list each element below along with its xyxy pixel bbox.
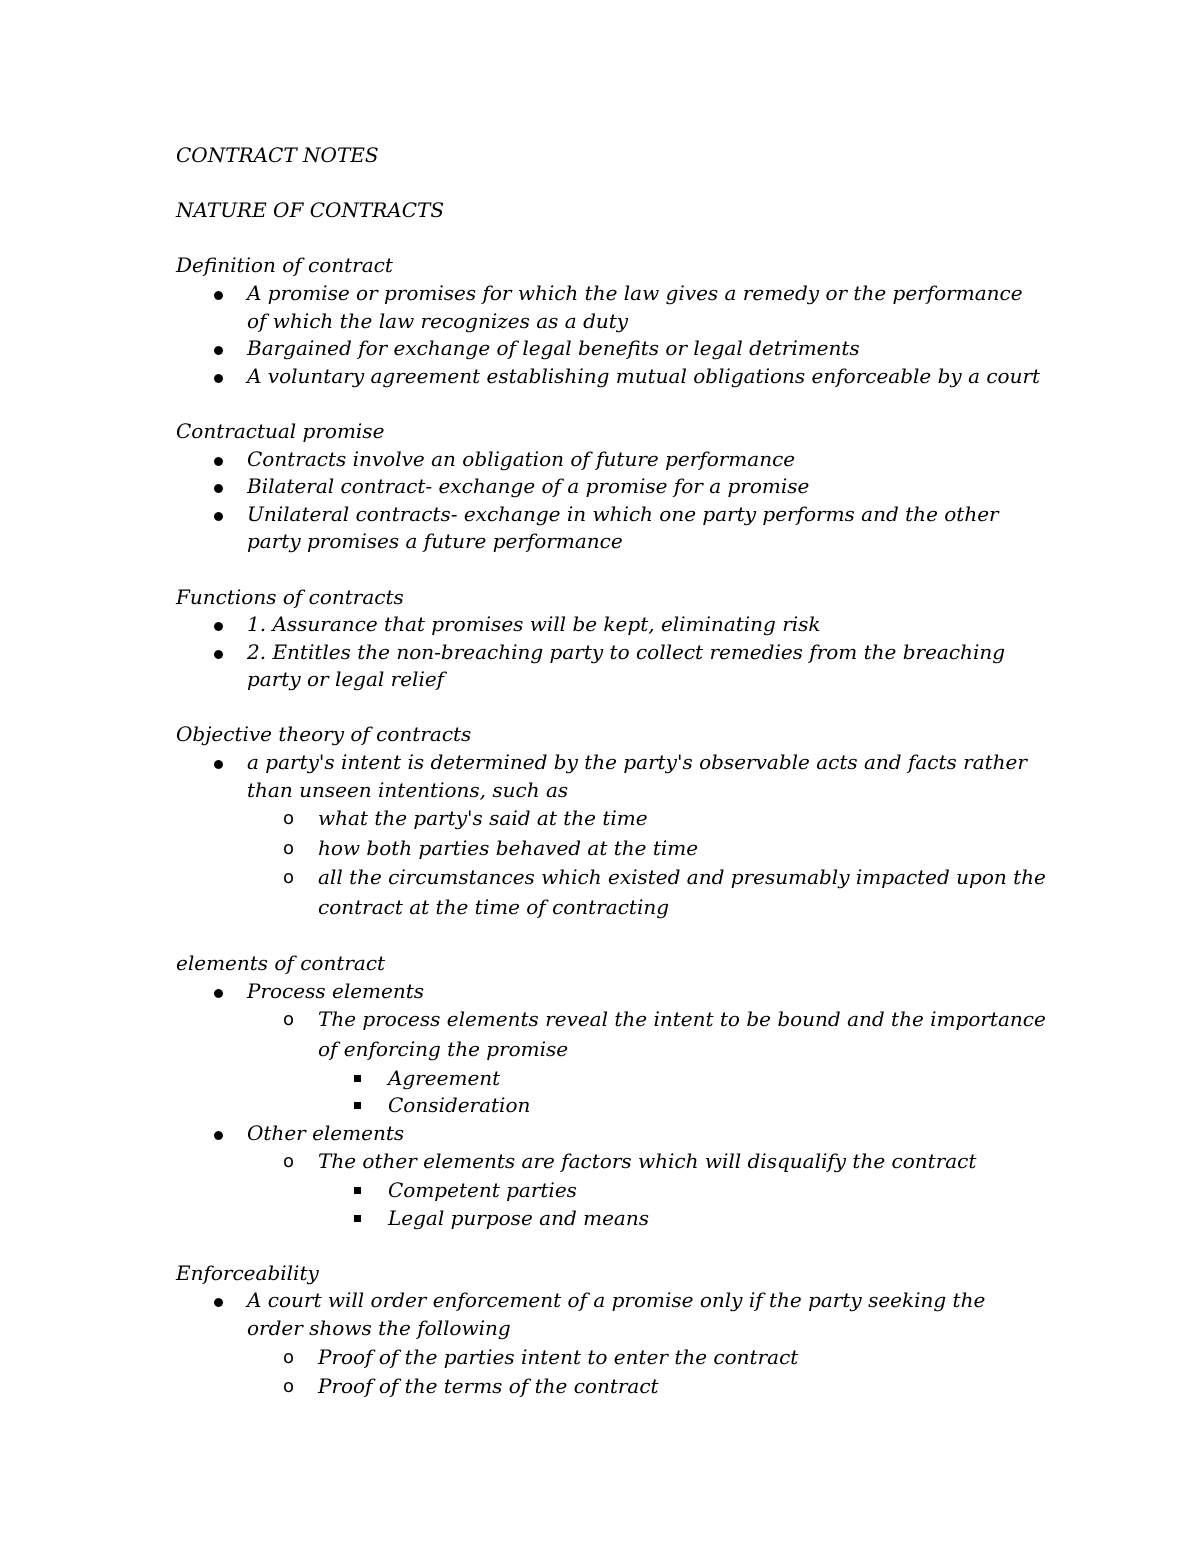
objective-section: [176, 721, 1046, 922]
square-bullet-icon: [354, 1075, 361, 1082]
section-title: NATURE OF CONTRACTS: [176, 198, 445, 223]
list-item: Consideration: [176, 1092, 1046, 1120]
list-item: Contracts involve an obligation of future performance: [176, 446, 1046, 474]
circle-bullet-icon: o: [283, 1009, 295, 1031]
bullet-icon: [214, 457, 223, 466]
bullet-icon: [214, 989, 223, 998]
list-item: 1. Assurance that promises will be kept, eliminating risk: [176, 611, 1046, 639]
bullet-icon: [214, 484, 223, 493]
functions-list: [176, 611, 1046, 694]
list-item: A court will order enforcement of a promise only if the party seeking the order shows the following: [176, 1287, 1046, 1342]
document-body: [176, 142, 1046, 1402]
list-item: o Proof of the terms of the contract: [176, 1372, 1046, 1402]
circle-bullet-icon: o: [283, 808, 295, 830]
circle-bullet-icon: o: [283, 867, 295, 889]
square-bullet-icon: [354, 1102, 361, 1109]
bullet-icon: [214, 622, 223, 631]
bullet-icon: [214, 346, 223, 355]
objective-heading: Objective theory of contracts: [176, 722, 472, 747]
promise-list: [176, 446, 1046, 556]
promise-heading: Contractual promise: [176, 418, 385, 443]
definition-section: [176, 252, 1046, 390]
document-title: CONTRACT NOTES: [176, 143, 379, 167]
bullet-icon: [214, 1131, 223, 1140]
promise-section: [176, 418, 1046, 556]
bullet-icon: [214, 512, 223, 521]
list-item: Competent parties: [176, 1177, 1046, 1205]
bullet-icon: [214, 291, 223, 300]
list-item: A promise or promises for which the law gives a remedy or the performance of which the law recognizes as a duty: [176, 280, 1046, 335]
elements-section: [176, 950, 1046, 1232]
list-item: 2. Entitles the non-breaching party to collect remedies from the breaching party or legal relief: [176, 639, 1046, 694]
square-bullet-icon: [354, 1187, 361, 1194]
bullet-icon: [214, 374, 223, 383]
list-item: Unilateral contracts- exchange in which one party performs and the other party promises a future performance: [176, 501, 1046, 556]
list-item: Legal purpose and means: [176, 1205, 1046, 1233]
list-item: o Proof of the parties intent to enter the contract: [176, 1343, 1046, 1373]
list-item: Process elements: [176, 978, 1046, 1006]
bullet-icon: [214, 1298, 223, 1307]
list-item: Bilateral contract- exchange of a promise for a promise: [176, 473, 1046, 501]
circle-bullet-icon: o: [283, 1376, 295, 1398]
enforceability-list: [176, 1287, 1046, 1401]
elements-list: [176, 978, 1046, 1232]
list-item: Other elements: [176, 1120, 1046, 1148]
list-item: o how both parties behaved at the time: [176, 834, 1046, 864]
list-item: o The other elements are factors which will disqualify the contract: [176, 1147, 1046, 1177]
list-item: o what the party's said at the time: [176, 804, 1046, 834]
list-item: o all the circumstances which existed and presumably impacted upon the contract at the time of contracting: [283, 865, 1046, 920]
list-item: a party's intent is determined by the party's observable acts and facts rather than unseen intentions, such as: [176, 749, 1046, 804]
objective-list: [176, 749, 1046, 923]
functions-heading: Functions of contracts: [176, 584, 404, 609]
enforceability-heading: Enforceability: [176, 1260, 319, 1285]
list-item: Bargained for exchange of legal benefits or legal detriments: [176, 335, 1046, 363]
functions-section: [176, 584, 1046, 694]
definition-list: [176, 280, 1046, 390]
bullet-icon: [214, 760, 223, 769]
bullet-icon: [214, 650, 223, 659]
circle-bullet-icon: o: [283, 837, 295, 859]
enforceability-section: [176, 1260, 1046, 1402]
definition-heading: Definition of contract: [176, 253, 393, 278]
circle-bullet-icon: o: [283, 1151, 295, 1173]
list-item: A voluntary agreement establishing mutual obligations enforceable by a court: [176, 363, 1046, 391]
square-bullet-icon: [354, 1215, 361, 1222]
list-item: o The process elements reveal the intent to be bound and the importance of enforcing the promise: [283, 1007, 1046, 1061]
elements-heading: elements of contract: [176, 951, 386, 976]
list-item: Agreement: [176, 1065, 1046, 1093]
circle-bullet-icon: o: [283, 1346, 295, 1368]
